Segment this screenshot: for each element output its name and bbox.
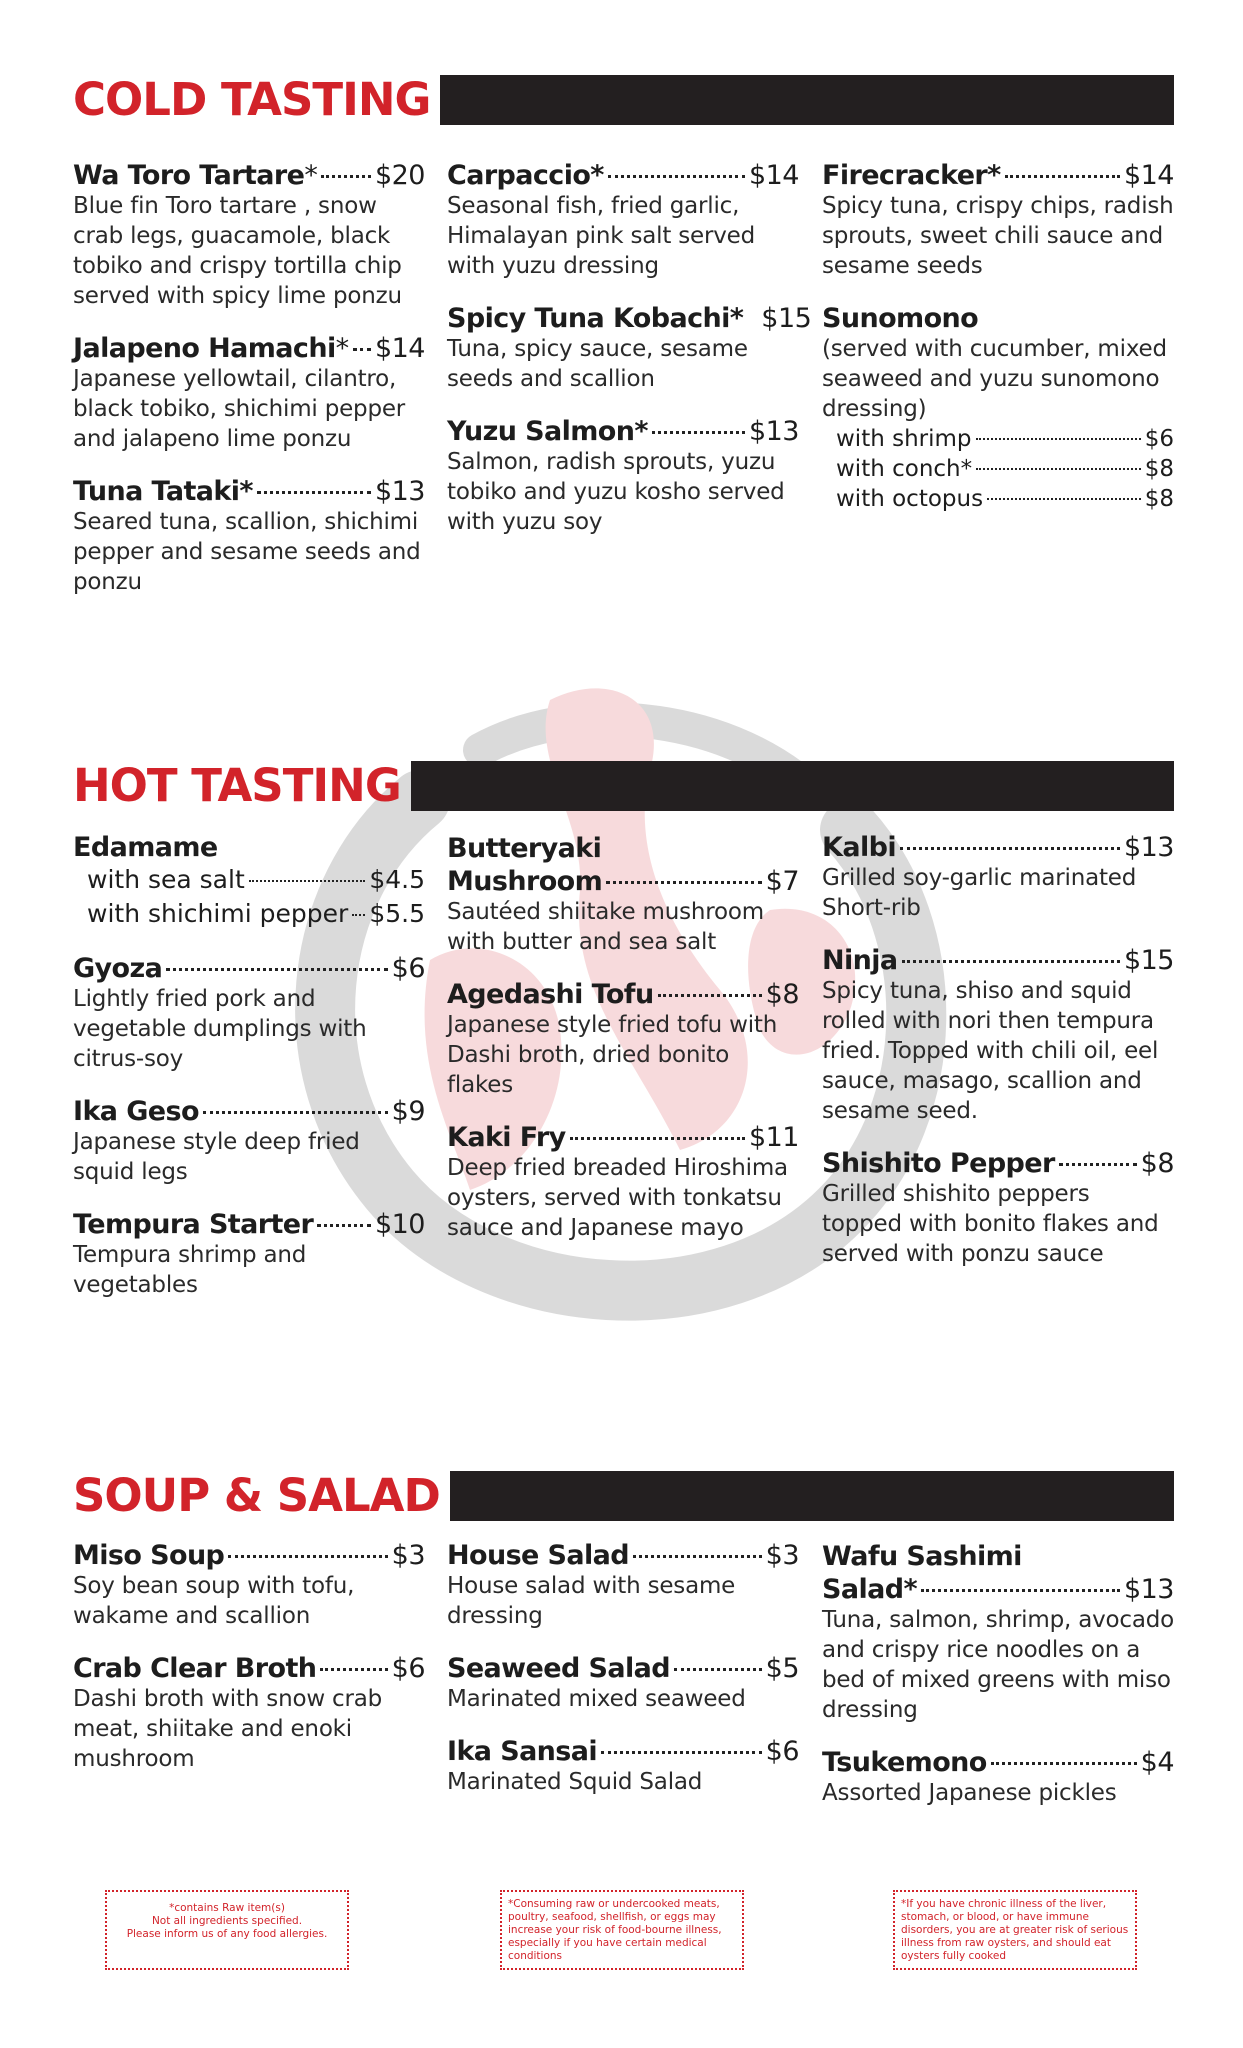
section-bar — [411, 761, 1174, 811]
item-price: $6 — [765, 1736, 799, 1767]
menu-item — [447, 1736, 799, 1797]
section-title: HOT TASTING — [73, 759, 401, 812]
item-description: Tuna, spicy sauce, sesame seeds and scallion — [447, 336, 748, 392]
cold-column-2 — [447, 160, 812, 559]
item-price: $14 — [1123, 160, 1174, 191]
menu-item — [73, 333, 425, 454]
dot-leader — [257, 491, 371, 494]
item-price: $13 — [1123, 832, 1174, 863]
item-description: House salad with sesame dressing — [447, 1573, 736, 1629]
menu-item — [447, 416, 799, 537]
dot-leader — [674, 1668, 762, 1671]
section-bar — [440, 75, 1174, 125]
item-price: $14 — [748, 160, 799, 191]
item-description: Dashi broth with snow crab meat, shiitake and enoki mushroom — [73, 1686, 383, 1772]
option-label: with shrimp — [836, 426, 972, 452]
item-price: $4 — [1140, 1747, 1174, 1778]
item-name: Agedashi Tofu — [447, 979, 654, 1010]
menu-item — [822, 832, 1174, 923]
item-description: Blue fin Toro tartare , snow crab legs, guacamole, black tobiko and crispy tortilla chip served with spicy lime ponzu — [73, 193, 402, 309]
menu-item — [73, 476, 425, 597]
option-row — [822, 454, 1174, 484]
item-description: Deep fried breaded Hiroshima oysters, served with tonkatsu sauce and Japanese mayo — [447, 1155, 788, 1241]
item-name: Ika Sansai — [447, 1736, 598, 1767]
item-name: Spicy Tuna Kobachi* — [447, 303, 744, 334]
item-price: $8 — [1140, 1148, 1174, 1179]
dot-leader — [166, 968, 387, 971]
dot-leader — [1005, 175, 1120, 178]
dot-leader — [570, 1137, 745, 1140]
soup-column-2 — [447, 1540, 799, 1819]
item-name: Ika Geso — [73, 1096, 199, 1127]
menu-item — [73, 953, 425, 1074]
menu-item — [822, 945, 1174, 1126]
dot-leader — [353, 348, 371, 351]
section-header-soup — [73, 1470, 1174, 1522]
dot-leader — [976, 468, 1141, 470]
section-title: SOUP & SALAD — [73, 1469, 440, 1522]
option-price: $5.5 — [369, 899, 425, 928]
item-description: Seasonal fish, fried garlic, Himalayan pink salt served with yuzu dressing — [447, 193, 756, 279]
item-description: Grilled shishito peppers topped with bonito flakes and served with ponzu sauce — [822, 1181, 1159, 1267]
item-name: Carpaccio* — [447, 160, 604, 191]
menu-item — [447, 832, 799, 957]
item-name: Kalbi — [822, 832, 896, 863]
item-name: Gyoza — [73, 953, 163, 984]
dot-leader — [249, 880, 366, 882]
hot-column-3 — [822, 832, 1174, 1291]
item-price: $13 — [1123, 1574, 1174, 1605]
item-name: Crab Clear Broth — [73, 1653, 317, 1684]
dot-leader — [991, 1762, 1137, 1765]
item-price: $6 — [391, 953, 425, 984]
dot-leader — [228, 1555, 387, 1558]
item-name-line2: Mushroom — [447, 866, 603, 897]
menu-item — [73, 832, 425, 931]
dot-leader — [321, 175, 371, 178]
item-name: Seaweed Salad — [447, 1653, 670, 1684]
hot-column-2 — [447, 832, 799, 1265]
menu-item — [73, 1540, 425, 1631]
section-bar — [450, 1471, 1174, 1521]
consumer-advisory-notice: *Consuming raw or undercooked meats, poultry, seafood, shellfish, or eggs may increase your risk of food-bourne illness, especially if you have certain medical conditions — [500, 1890, 744, 1970]
dot-leader — [921, 1589, 1120, 1592]
item-description: Marinated mixed seaweed — [447, 1686, 746, 1712]
item-price: $15 — [761, 303, 812, 334]
item-price: $7 — [765, 866, 799, 897]
menu-item — [73, 1653, 425, 1774]
dot-leader — [320, 1668, 387, 1671]
item-name: Shishito Pepper — [822, 1148, 1055, 1179]
item-name: Jalapeno Hamachi* — [73, 333, 349, 364]
option-row — [73, 897, 425, 931]
item-name: Butteryaki — [447, 833, 602, 864]
item-description: Tuna, salmon, shrimp, avocado and crispy rice noodles on a bed of mixed greens with miso dressing — [822, 1607, 1174, 1723]
item-description: Salmon, radish sprouts, yuzu tobiko and yuzu kosho served with yuzu soy — [447, 449, 785, 535]
menu-item — [447, 1122, 799, 1243]
menu-item — [447, 1540, 799, 1631]
menu-item — [447, 1653, 799, 1714]
item-name: Yuzu Salmon* — [447, 416, 648, 447]
item-description: Japanese yellowtail, cilantro, black tobiko, shichimi pepper and jalapeno lime ponzu — [73, 366, 406, 452]
dot-leader — [606, 881, 762, 884]
item-name: Tuna Tataki* — [73, 476, 253, 507]
section-title: COLD TASTING — [73, 73, 431, 126]
menu-item — [822, 160, 1174, 281]
menu-item — [73, 160, 425, 311]
dot-leader — [1059, 1163, 1137, 1166]
dot-leader — [317, 1224, 371, 1227]
item-description: Japanese style deep fried squid legs — [73, 1129, 360, 1185]
dot-leader — [976, 438, 1141, 440]
item-name: Kaki Fry — [447, 1122, 566, 1153]
dot-leader — [633, 1555, 762, 1558]
item-name: Sunomono — [822, 303, 979, 334]
item-name: Tempura Starter — [73, 1209, 314, 1240]
soup-column-1 — [73, 1540, 425, 1796]
menu-item — [73, 1096, 425, 1187]
option-price: $4.5 — [369, 865, 425, 894]
option-row — [822, 484, 1174, 514]
item-price: $10 — [374, 1209, 425, 1240]
menu-item — [822, 1747, 1174, 1808]
item-price: $15 — [1123, 945, 1174, 976]
dot-leader — [658, 994, 762, 997]
option-price: $8 — [1144, 486, 1174, 512]
soup-column-3 — [822, 1540, 1174, 1830]
option-row — [73, 863, 425, 897]
section-header-cold — [73, 74, 1174, 126]
menu-item — [822, 303, 1174, 514]
cold-column-1 — [73, 160, 425, 619]
item-name: Wa Toro Tartare* — [73, 160, 318, 191]
dot-leader — [900, 847, 1120, 850]
menu-item — [447, 303, 812, 394]
option-label: with octopus — [836, 486, 984, 512]
item-description: Spicy tuna, shiso and squid rolled with nori then tempura fried. Topped with chili oil, eel sauce, masago, scallion and sesame seed. — [822, 978, 1159, 1124]
item-price: $13 — [748, 416, 799, 447]
option-label: with conch* — [836, 456, 973, 482]
item-price: $9 — [391, 1096, 425, 1127]
item-description: Soy bean soup with tofu, wakame and scallion — [73, 1573, 355, 1629]
item-price: $6 — [391, 1653, 425, 1684]
item-price: $11 — [748, 1122, 799, 1153]
item-name: Tsukemono — [822, 1747, 987, 1778]
item-name: House Salad — [447, 1540, 630, 1571]
item-name: Miso Soup — [73, 1540, 225, 1571]
cold-column-3 — [822, 160, 1174, 536]
dot-leader — [987, 498, 1141, 500]
item-description: Grilled soy-garlic marinated Short-rib — [822, 865, 1137, 921]
item-price: $3 — [765, 1540, 799, 1571]
item-description: Seared tuna, scallion, shichimi pepper and sesame seeds and ponzu — [73, 509, 421, 595]
item-description: Spicy tuna, crispy chips, radish sprouts, sweet chili sauce and sesame seeds — [822, 193, 1174, 279]
item-price: $5 — [765, 1653, 799, 1684]
item-description: Sautéed shiitake mushroom with butter and sea salt — [447, 899, 764, 955]
hot-column-1 — [73, 832, 425, 1322]
item-name: Edamame — [73, 832, 218, 863]
menu-item — [73, 1209, 425, 1300]
chronic-illness-notice: *If you have chronic illness of the liver, stomach, or blood, or have immune disorders, you are at greater risk of serious illness from raw oysters, and should eat oysters fully cooked — [893, 1890, 1137, 1970]
menu-item — [822, 1148, 1174, 1269]
item-name: Ninja — [822, 945, 898, 976]
raw-items-notice: *contains Raw item(s) Not all ingredients specified. Please inform us of any food allergies. — [105, 1890, 349, 1970]
item-description: Assorted Japanese pickles — [822, 1780, 1117, 1806]
item-description: (served with cucumber, mixed seaweed and yuzu sunomono dressing) — [822, 336, 1167, 422]
menu-item — [447, 160, 799, 281]
option-price: $6 — [1144, 426, 1174, 452]
item-name: Wafu Sashimi — [822, 1541, 1022, 1572]
option-label: with shichimi pepper — [87, 899, 349, 928]
dot-leader — [203, 1111, 388, 1114]
option-row — [822, 424, 1174, 454]
item-description: Marinated Squid Salad — [447, 1769, 703, 1795]
dot-leader — [601, 1751, 762, 1754]
item-price: $8 — [765, 979, 799, 1010]
dot-leader — [652, 431, 745, 434]
item-description: Japanese style fried tofu with Dashi broth, dried bonito flakes — [447, 1012, 778, 1098]
item-price: $20 — [374, 160, 425, 191]
menu-item — [822, 1540, 1174, 1725]
item-name: Firecracker* — [822, 160, 1001, 191]
dot-leader — [902, 960, 1120, 963]
item-description: Tempura shrimp and vegetables — [73, 1242, 307, 1298]
dot-leader — [608, 175, 745, 178]
item-price: $13 — [374, 476, 425, 507]
menu-item — [447, 979, 799, 1100]
item-price: $3 — [391, 1540, 425, 1571]
item-description: Lightly fried pork and vegetable dumplings with citrus-soy — [73, 986, 367, 1072]
section-header-hot — [73, 760, 1174, 812]
dot-leader — [352, 914, 365, 916]
item-price: $14 — [374, 333, 425, 364]
item-name-line2: Salad* — [822, 1574, 917, 1605]
option-price: $8 — [1144, 456, 1174, 482]
option-label: with sea salt — [87, 865, 245, 894]
